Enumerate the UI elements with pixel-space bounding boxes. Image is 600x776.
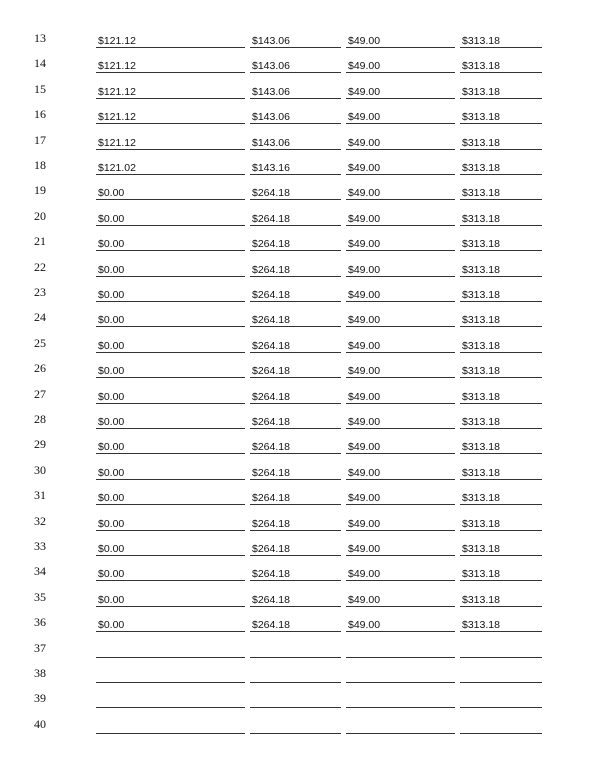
row-number: 28 bbox=[34, 412, 46, 426]
interest-cell: $143.06 bbox=[250, 34, 341, 48]
total-payment-cell: $313.18 bbox=[460, 263, 542, 277]
escrow-cell bbox=[346, 694, 455, 708]
escrow-cell: $49.00 bbox=[346, 263, 455, 277]
principal-cell: $0.00 bbox=[96, 263, 245, 277]
escrow-cell: $49.00 bbox=[346, 466, 455, 480]
principal-cell: $0.00 bbox=[96, 390, 245, 404]
escrow-cell: $49.00 bbox=[346, 237, 455, 251]
escrow-cell: $49.00 bbox=[346, 110, 455, 124]
row-number: 13 bbox=[34, 31, 46, 45]
table-row bbox=[0, 31, 600, 56]
table-row bbox=[0, 234, 600, 259]
interest-cell: $264.18 bbox=[250, 263, 341, 277]
total-payment-cell: $313.18 bbox=[460, 237, 542, 251]
total-payment-cell: $313.18 bbox=[460, 390, 542, 404]
row-number: 22 bbox=[34, 259, 46, 274]
escrow-cell: $49.00 bbox=[346, 593, 455, 607]
interest-cell: $264.18 bbox=[250, 491, 341, 505]
row-number: 16 bbox=[34, 107, 46, 122]
interest-cell bbox=[250, 720, 341, 734]
escrow-cell: $49.00 bbox=[346, 517, 455, 531]
principal-cell: $0.00 bbox=[96, 212, 245, 226]
total-payment-cell: $313.18 bbox=[460, 567, 542, 581]
principal-cell: $0.00 bbox=[96, 466, 245, 480]
row-number: 19 bbox=[34, 183, 46, 198]
table-row bbox=[0, 310, 600, 335]
table-row bbox=[0, 133, 600, 158]
principal-cell: $0.00 bbox=[96, 313, 245, 327]
interest-cell: $264.18 bbox=[250, 593, 341, 607]
total-payment-cell bbox=[460, 694, 542, 708]
row-number: 27 bbox=[34, 386, 46, 401]
escrow-cell bbox=[346, 644, 455, 658]
row-number: 31 bbox=[34, 488, 46, 503]
row-number: 17 bbox=[34, 132, 46, 147]
interest-cell: $264.18 bbox=[250, 542, 341, 556]
escrow-cell: $49.00 bbox=[346, 440, 455, 454]
principal-cell: $121.12 bbox=[96, 110, 245, 124]
table-row bbox=[0, 209, 600, 234]
total-payment-cell: $313.18 bbox=[460, 593, 542, 607]
table-row bbox=[0, 717, 600, 742]
total-payment-cell: $313.18 bbox=[460, 491, 542, 505]
table-row bbox=[0, 437, 600, 462]
table-row bbox=[0, 285, 600, 310]
table-row bbox=[0, 387, 600, 412]
row-number: 29 bbox=[34, 437, 46, 452]
escrow-cell: $49.00 bbox=[346, 313, 455, 327]
total-payment-cell: $313.18 bbox=[460, 313, 542, 327]
principal-cell: $121.02 bbox=[96, 161, 245, 175]
escrow-cell: $49.00 bbox=[346, 567, 455, 581]
table-row bbox=[0, 564, 600, 589]
principal-cell: $0.00 bbox=[96, 288, 245, 302]
row-number: 34 bbox=[34, 564, 46, 579]
row-number: 25 bbox=[34, 335, 46, 350]
table-row bbox=[0, 361, 600, 386]
row-number: 18 bbox=[34, 158, 46, 172]
interest-cell: $143.06 bbox=[250, 136, 341, 150]
escrow-cell: $49.00 bbox=[346, 34, 455, 48]
table-row bbox=[0, 615, 600, 640]
escrow-cell: $49.00 bbox=[346, 415, 455, 429]
row-number: 39 bbox=[34, 691, 46, 706]
total-payment-cell: $313.18 bbox=[460, 161, 542, 175]
escrow-cell: $49.00 bbox=[346, 288, 455, 302]
row-number: 23 bbox=[34, 285, 46, 299]
table-row bbox=[0, 488, 600, 513]
principal-cell: $0.00 bbox=[96, 440, 245, 454]
interest-cell: $264.18 bbox=[250, 186, 341, 200]
row-number: 14 bbox=[34, 56, 46, 71]
escrow-cell bbox=[346, 720, 455, 734]
escrow-cell: $49.00 bbox=[346, 161, 455, 175]
escrow-cell: $49.00 bbox=[346, 491, 455, 505]
row-number: 36 bbox=[34, 615, 46, 630]
table-row bbox=[0, 260, 600, 285]
interest-cell: $264.18 bbox=[250, 517, 341, 531]
table-row bbox=[0, 412, 600, 437]
principal-cell: $0.00 bbox=[96, 415, 245, 429]
interest-cell bbox=[250, 644, 341, 658]
principal-cell bbox=[96, 669, 245, 683]
total-payment-cell: $313.18 bbox=[460, 34, 542, 48]
principal-cell: $0.00 bbox=[96, 567, 245, 581]
table-row bbox=[0, 463, 600, 488]
total-payment-cell: $313.18 bbox=[460, 542, 542, 556]
table-row bbox=[0, 666, 600, 691]
row-number: 21 bbox=[34, 234, 46, 249]
principal-cell: $0.00 bbox=[96, 491, 245, 505]
total-payment-cell: $313.18 bbox=[460, 136, 542, 150]
table-row bbox=[0, 107, 600, 132]
table-row bbox=[0, 641, 600, 666]
table-row bbox=[0, 82, 600, 107]
principal-cell: $121.12 bbox=[96, 59, 245, 73]
principal-cell: $0.00 bbox=[96, 517, 245, 531]
interest-cell: $264.18 bbox=[250, 212, 341, 226]
total-payment-cell bbox=[460, 669, 542, 683]
escrow-cell: $49.00 bbox=[346, 85, 455, 99]
interest-cell: $143.06 bbox=[250, 85, 341, 99]
escrow-cell: $49.00 bbox=[346, 136, 455, 150]
escrow-cell bbox=[346, 669, 455, 683]
interest-cell: $264.18 bbox=[250, 339, 341, 353]
table-row bbox=[0, 336, 600, 361]
interest-cell: $143.06 bbox=[250, 110, 341, 124]
principal-cell bbox=[96, 694, 245, 708]
row-number: 24 bbox=[34, 310, 46, 325]
row-number: 38 bbox=[34, 666, 46, 680]
escrow-cell: $49.00 bbox=[346, 339, 455, 353]
principal-cell bbox=[96, 720, 245, 734]
table-row bbox=[0, 514, 600, 539]
principal-cell bbox=[96, 644, 245, 658]
interest-cell: $143.06 bbox=[250, 59, 341, 73]
principal-cell: $0.00 bbox=[96, 593, 245, 607]
total-payment-cell bbox=[460, 720, 542, 734]
escrow-cell: $49.00 bbox=[346, 59, 455, 73]
principal-cell: $0.00 bbox=[96, 364, 245, 378]
row-number: 20 bbox=[34, 208, 46, 223]
interest-cell: $264.18 bbox=[250, 415, 341, 429]
interest-cell: $264.18 bbox=[250, 364, 341, 378]
table-row bbox=[0, 590, 600, 615]
total-payment-cell: $313.18 bbox=[460, 212, 542, 226]
escrow-cell: $49.00 bbox=[346, 186, 455, 200]
total-payment-cell: $313.18 bbox=[460, 517, 542, 531]
principal-cell: $0.00 bbox=[96, 339, 245, 353]
total-payment-cell bbox=[460, 644, 542, 658]
total-payment-cell: $313.18 bbox=[460, 339, 542, 353]
escrow-cell: $49.00 bbox=[346, 390, 455, 404]
total-payment-cell: $313.18 bbox=[460, 466, 542, 480]
table-row bbox=[0, 539, 600, 564]
row-number: 32 bbox=[34, 513, 46, 528]
interest-cell: $264.18 bbox=[250, 390, 341, 404]
total-payment-cell: $313.18 bbox=[460, 186, 542, 200]
row-number: 40 bbox=[34, 716, 46, 731]
total-payment-cell: $313.18 bbox=[460, 364, 542, 378]
principal-cell: $0.00 bbox=[96, 237, 245, 251]
interest-cell: $264.18 bbox=[250, 288, 341, 302]
interest-cell bbox=[250, 669, 341, 683]
interest-cell: $264.18 bbox=[250, 567, 341, 581]
escrow-cell: $49.00 bbox=[346, 542, 455, 556]
principal-cell: $121.12 bbox=[96, 136, 245, 150]
interest-cell: $264.18 bbox=[250, 466, 341, 480]
escrow-cell: $49.00 bbox=[346, 364, 455, 378]
table-row bbox=[0, 158, 600, 183]
principal-cell: $0.00 bbox=[96, 542, 245, 556]
interest-cell: $143.16 bbox=[250, 161, 341, 175]
row-number: 37 bbox=[34, 640, 46, 655]
interest-cell bbox=[250, 694, 341, 708]
principal-cell: $0.00 bbox=[96, 186, 245, 200]
row-number: 35 bbox=[34, 589, 46, 604]
interest-cell: $264.18 bbox=[250, 618, 341, 632]
total-payment-cell: $313.18 bbox=[460, 110, 542, 124]
escrow-cell: $49.00 bbox=[346, 212, 455, 226]
table-row bbox=[0, 56, 600, 81]
row-number: 15 bbox=[34, 81, 46, 96]
total-payment-cell: $313.18 bbox=[460, 288, 542, 302]
table-row bbox=[0, 183, 600, 208]
escrow-cell: $49.00 bbox=[346, 618, 455, 632]
total-payment-cell: $313.18 bbox=[460, 440, 542, 454]
total-payment-cell: $313.18 bbox=[460, 85, 542, 99]
total-payment-cell: $313.18 bbox=[460, 415, 542, 429]
interest-cell: $264.18 bbox=[250, 440, 341, 454]
principal-cell: $121.12 bbox=[96, 34, 245, 48]
total-payment-cell: $313.18 bbox=[460, 59, 542, 73]
interest-cell: $264.18 bbox=[250, 313, 341, 327]
interest-cell: $264.18 bbox=[250, 237, 341, 251]
total-payment-cell: $313.18 bbox=[460, 618, 542, 632]
row-number: 30 bbox=[34, 462, 46, 477]
principal-cell: $121.12 bbox=[96, 85, 245, 99]
row-number: 26 bbox=[34, 361, 46, 376]
row-number: 33 bbox=[34, 539, 46, 553]
table-row bbox=[0, 691, 600, 716]
principal-cell: $0.00 bbox=[96, 618, 245, 632]
